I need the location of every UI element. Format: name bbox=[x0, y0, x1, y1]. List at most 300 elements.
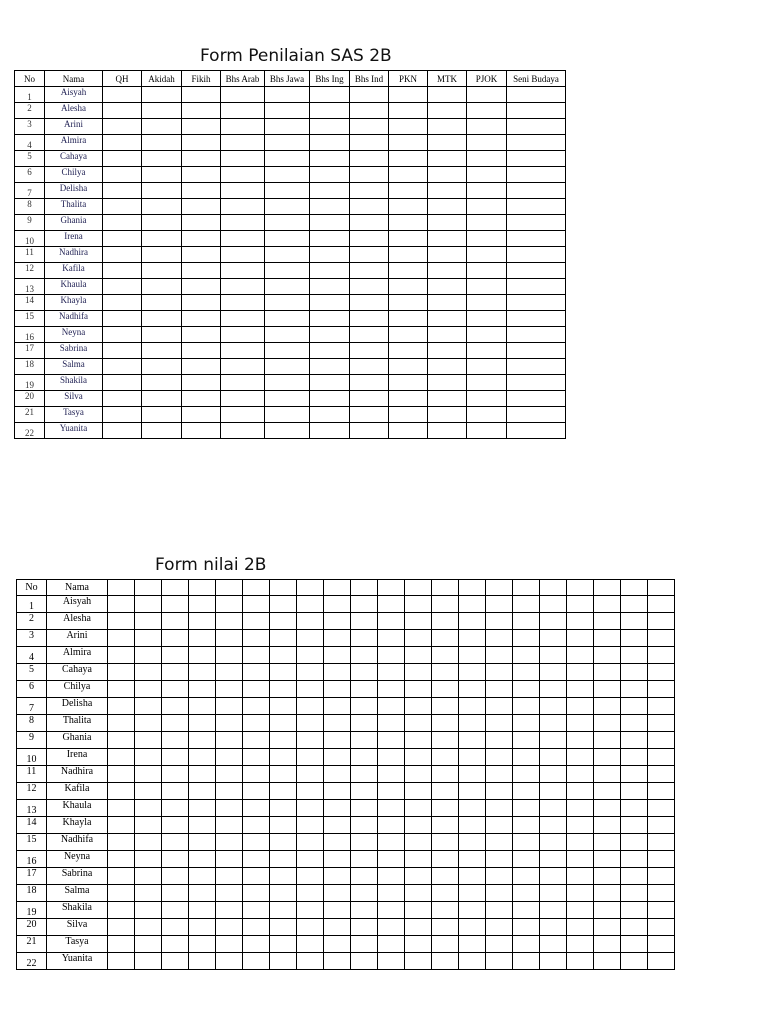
grade-cell[interactable] bbox=[507, 119, 566, 135]
grade-cell[interactable] bbox=[142, 407, 182, 423]
grade-cell[interactable] bbox=[270, 596, 297, 613]
grade-cell[interactable] bbox=[594, 817, 621, 834]
grade-cell[interactable] bbox=[182, 183, 221, 199]
grade-cell[interactable] bbox=[221, 87, 265, 103]
grade-cell[interactable] bbox=[297, 851, 324, 868]
grade-cell[interactable] bbox=[459, 936, 486, 953]
grade-cell[interactable] bbox=[216, 630, 243, 647]
grade-cell[interactable] bbox=[378, 681, 405, 698]
grade-cell[interactable] bbox=[648, 919, 675, 936]
grade-cell[interactable] bbox=[428, 391, 467, 407]
grade-cell[interactable] bbox=[297, 715, 324, 732]
grade-cell[interactable] bbox=[108, 766, 135, 783]
grade-cell[interactable] bbox=[467, 135, 507, 151]
grade-cell[interactable] bbox=[216, 749, 243, 766]
grade-cell[interactable] bbox=[648, 647, 675, 664]
grade-cell[interactable] bbox=[594, 953, 621, 970]
grade-cell[interactable] bbox=[108, 919, 135, 936]
grade-cell[interactable] bbox=[513, 936, 540, 953]
grade-cell[interactable] bbox=[142, 199, 182, 215]
grade-cell[interactable] bbox=[189, 953, 216, 970]
grade-cell[interactable] bbox=[459, 919, 486, 936]
grade-cell[interactable] bbox=[270, 868, 297, 885]
grade-cell[interactable] bbox=[216, 766, 243, 783]
grade-cell[interactable] bbox=[162, 834, 189, 851]
grade-cell[interactable] bbox=[221, 119, 265, 135]
grade-cell[interactable] bbox=[270, 749, 297, 766]
grade-cell[interactable] bbox=[243, 766, 270, 783]
grade-cell[interactable] bbox=[428, 311, 467, 327]
grade-cell[interactable] bbox=[142, 327, 182, 343]
grade-cell[interactable] bbox=[135, 681, 162, 698]
grade-cell[interactable] bbox=[270, 766, 297, 783]
grade-cell[interactable] bbox=[405, 953, 432, 970]
grade-cell[interactable] bbox=[103, 359, 142, 375]
grade-cell[interactable] bbox=[459, 766, 486, 783]
grade-cell[interactable] bbox=[324, 732, 351, 749]
grade-cell[interactable] bbox=[567, 596, 594, 613]
grade-cell[interactable] bbox=[182, 151, 221, 167]
grade-cell[interactable] bbox=[351, 783, 378, 800]
grade-cell[interactable] bbox=[103, 375, 142, 391]
grade-cell[interactable] bbox=[221, 135, 265, 151]
grade-cell[interactable] bbox=[221, 343, 265, 359]
grade-cell[interactable] bbox=[216, 800, 243, 817]
grade-cell[interactable] bbox=[103, 279, 142, 295]
grade-cell[interactable] bbox=[243, 664, 270, 681]
grade-cell[interactable] bbox=[621, 851, 648, 868]
grade-cell[interactable] bbox=[540, 698, 567, 715]
grade-cell[interactable] bbox=[189, 630, 216, 647]
grade-cell[interactable] bbox=[621, 936, 648, 953]
grade-cell[interactable] bbox=[432, 766, 459, 783]
grade-cell[interactable] bbox=[432, 681, 459, 698]
grade-cell[interactable] bbox=[182, 311, 221, 327]
grade-cell[interactable] bbox=[486, 664, 513, 681]
grade-cell[interactable] bbox=[467, 263, 507, 279]
grade-cell[interactable] bbox=[428, 135, 467, 151]
grade-cell[interactable] bbox=[648, 596, 675, 613]
grade-cell[interactable] bbox=[162, 664, 189, 681]
grade-cell[interactable] bbox=[162, 885, 189, 902]
grade-cell[interactable] bbox=[351, 817, 378, 834]
grade-cell[interactable] bbox=[351, 936, 378, 953]
grade-cell[interactable] bbox=[135, 783, 162, 800]
grade-cell[interactable] bbox=[594, 732, 621, 749]
grade-cell[interactable] bbox=[459, 851, 486, 868]
blank-column-header[interactable] bbox=[135, 580, 162, 596]
grade-cell[interactable] bbox=[162, 630, 189, 647]
grade-cell[interactable] bbox=[142, 391, 182, 407]
grade-cell[interactable] bbox=[221, 263, 265, 279]
grade-cell[interactable] bbox=[243, 834, 270, 851]
grade-cell[interactable] bbox=[621, 868, 648, 885]
grade-cell[interactable] bbox=[351, 953, 378, 970]
grade-cell[interactable] bbox=[378, 868, 405, 885]
grade-cell[interactable] bbox=[103, 215, 142, 231]
grade-cell[interactable] bbox=[405, 902, 432, 919]
grade-cell[interactable] bbox=[467, 375, 507, 391]
grade-cell[interactable] bbox=[351, 749, 378, 766]
grade-cell[interactable] bbox=[432, 630, 459, 647]
grade-cell[interactable] bbox=[182, 343, 221, 359]
grade-cell[interactable] bbox=[513, 834, 540, 851]
grade-cell[interactable] bbox=[351, 732, 378, 749]
grade-cell[interactable] bbox=[182, 231, 221, 247]
grade-cell[interactable] bbox=[594, 613, 621, 630]
grade-cell[interactable] bbox=[507, 343, 566, 359]
grade-cell[interactable] bbox=[135, 936, 162, 953]
grade-cell[interactable] bbox=[324, 749, 351, 766]
grade-cell[interactable] bbox=[459, 817, 486, 834]
grade-cell[interactable] bbox=[350, 119, 389, 135]
grade-cell[interactable] bbox=[216, 698, 243, 715]
grade-cell[interactable] bbox=[162, 800, 189, 817]
grade-cell[interactable] bbox=[648, 664, 675, 681]
grade-cell[interactable] bbox=[270, 613, 297, 630]
grade-cell[interactable] bbox=[182, 199, 221, 215]
grade-cell[interactable] bbox=[351, 868, 378, 885]
grade-cell[interactable] bbox=[216, 647, 243, 664]
grade-cell[interactable] bbox=[540, 647, 567, 664]
grade-cell[interactable] bbox=[621, 698, 648, 715]
grade-cell[interactable] bbox=[405, 681, 432, 698]
grade-cell[interactable] bbox=[108, 715, 135, 732]
grade-cell[interactable] bbox=[389, 247, 428, 263]
grade-cell[interactable] bbox=[142, 215, 182, 231]
grade-cell[interactable] bbox=[467, 231, 507, 247]
grade-cell[interactable] bbox=[513, 681, 540, 698]
grade-cell[interactable] bbox=[135, 851, 162, 868]
grade-cell[interactable] bbox=[243, 783, 270, 800]
grade-cell[interactable] bbox=[567, 613, 594, 630]
grade-cell[interactable] bbox=[486, 732, 513, 749]
grade-cell[interactable] bbox=[270, 936, 297, 953]
grade-cell[interactable] bbox=[297, 732, 324, 749]
grade-cell[interactable] bbox=[378, 596, 405, 613]
blank-column-header[interactable] bbox=[513, 580, 540, 596]
grade-cell[interactable] bbox=[389, 183, 428, 199]
grade-cell[interactable] bbox=[405, 630, 432, 647]
grade-cell[interactable] bbox=[135, 919, 162, 936]
grade-cell[interactable] bbox=[162, 715, 189, 732]
grade-cell[interactable] bbox=[378, 953, 405, 970]
grade-cell[interactable] bbox=[189, 868, 216, 885]
grade-cell[interactable] bbox=[486, 885, 513, 902]
grade-cell[interactable] bbox=[297, 919, 324, 936]
grade-cell[interactable] bbox=[182, 215, 221, 231]
grade-cell[interactable] bbox=[621, 596, 648, 613]
grade-cell[interactable] bbox=[310, 215, 350, 231]
grade-cell[interactable] bbox=[182, 103, 221, 119]
blank-column-header[interactable] bbox=[459, 580, 486, 596]
grade-cell[interactable] bbox=[216, 851, 243, 868]
grade-cell[interactable] bbox=[243, 817, 270, 834]
grade-cell[interactable] bbox=[162, 851, 189, 868]
grade-cell[interactable] bbox=[540, 800, 567, 817]
grade-cell[interactable] bbox=[189, 715, 216, 732]
blank-column-header[interactable] bbox=[405, 580, 432, 596]
grade-cell[interactable] bbox=[297, 613, 324, 630]
grade-cell[interactable] bbox=[467, 199, 507, 215]
grade-cell[interactable] bbox=[142, 167, 182, 183]
grade-cell[interactable] bbox=[459, 613, 486, 630]
grade-cell[interactable] bbox=[350, 263, 389, 279]
grade-cell[interactable] bbox=[648, 715, 675, 732]
grade-cell[interactable] bbox=[108, 885, 135, 902]
grade-cell[interactable] bbox=[378, 919, 405, 936]
grade-cell[interactable] bbox=[162, 766, 189, 783]
grade-cell[interactable] bbox=[182, 327, 221, 343]
grade-cell[interactable] bbox=[567, 885, 594, 902]
grade-cell[interactable] bbox=[182, 263, 221, 279]
grade-cell[interactable] bbox=[162, 936, 189, 953]
grade-cell[interactable] bbox=[189, 885, 216, 902]
grade-cell[interactable] bbox=[567, 919, 594, 936]
grade-cell[interactable] bbox=[216, 953, 243, 970]
grade-cell[interactable] bbox=[594, 630, 621, 647]
grade-cell[interactable] bbox=[221, 327, 265, 343]
grade-cell[interactable] bbox=[189, 647, 216, 664]
grade-cell[interactable] bbox=[162, 647, 189, 664]
grade-cell[interactable] bbox=[621, 919, 648, 936]
grade-cell[interactable] bbox=[310, 103, 350, 119]
grade-cell[interactable] bbox=[594, 800, 621, 817]
grade-cell[interactable] bbox=[507, 327, 566, 343]
grade-cell[interactable] bbox=[108, 613, 135, 630]
grade-cell[interactable] bbox=[350, 343, 389, 359]
grade-cell[interactable] bbox=[428, 263, 467, 279]
grade-cell[interactable] bbox=[389, 311, 428, 327]
grade-cell[interactable] bbox=[243, 613, 270, 630]
grade-cell[interactable] bbox=[265, 247, 310, 263]
grade-cell[interactable] bbox=[405, 834, 432, 851]
grade-cell[interactable] bbox=[310, 199, 350, 215]
grade-cell[interactable] bbox=[428, 343, 467, 359]
grade-cell[interactable] bbox=[265, 87, 310, 103]
grade-cell[interactable] bbox=[540, 834, 567, 851]
grade-cell[interactable] bbox=[432, 817, 459, 834]
grade-cell[interactable] bbox=[594, 902, 621, 919]
grade-cell[interactable] bbox=[310, 423, 350, 439]
grade-cell[interactable] bbox=[297, 664, 324, 681]
grade-cell[interactable] bbox=[459, 902, 486, 919]
grade-cell[interactable] bbox=[221, 391, 265, 407]
grade-cell[interactable] bbox=[297, 953, 324, 970]
blank-column-header[interactable] bbox=[108, 580, 135, 596]
grade-cell[interactable] bbox=[486, 749, 513, 766]
grade-cell[interactable] bbox=[486, 919, 513, 936]
grade-cell[interactable] bbox=[567, 936, 594, 953]
grade-cell[interactable] bbox=[270, 715, 297, 732]
blank-column-header[interactable] bbox=[594, 580, 621, 596]
grade-cell[interactable] bbox=[351, 885, 378, 902]
grade-cell[interactable] bbox=[428, 247, 467, 263]
grade-cell[interactable] bbox=[389, 215, 428, 231]
grade-cell[interactable] bbox=[297, 698, 324, 715]
grade-cell[interactable] bbox=[648, 783, 675, 800]
grade-cell[interactable] bbox=[428, 327, 467, 343]
grade-cell[interactable] bbox=[350, 231, 389, 247]
grade-cell[interactable] bbox=[310, 375, 350, 391]
grade-cell[interactable] bbox=[351, 647, 378, 664]
grade-cell[interactable] bbox=[162, 953, 189, 970]
grade-cell[interactable] bbox=[243, 953, 270, 970]
grade-cell[interactable] bbox=[108, 749, 135, 766]
grade-cell[interactable] bbox=[507, 135, 566, 151]
blank-column-header[interactable] bbox=[567, 580, 594, 596]
grade-cell[interactable] bbox=[378, 613, 405, 630]
grade-cell[interactable] bbox=[428, 423, 467, 439]
grade-cell[interactable] bbox=[297, 647, 324, 664]
grade-cell[interactable] bbox=[270, 800, 297, 817]
grade-cell[interactable] bbox=[182, 295, 221, 311]
grade-cell[interactable] bbox=[351, 800, 378, 817]
grade-cell[interactable] bbox=[350, 327, 389, 343]
grade-cell[interactable] bbox=[135, 698, 162, 715]
grade-cell[interactable] bbox=[432, 749, 459, 766]
grade-cell[interactable] bbox=[162, 732, 189, 749]
grade-cell[interactable] bbox=[324, 834, 351, 851]
grade-cell[interactable] bbox=[621, 681, 648, 698]
grade-cell[interactable] bbox=[265, 215, 310, 231]
grade-cell[interactable] bbox=[142, 183, 182, 199]
grade-cell[interactable] bbox=[108, 834, 135, 851]
grade-cell[interactable] bbox=[432, 868, 459, 885]
grade-cell[interactable] bbox=[324, 647, 351, 664]
grade-cell[interactable] bbox=[297, 783, 324, 800]
grade-cell[interactable] bbox=[486, 715, 513, 732]
grade-cell[interactable] bbox=[567, 664, 594, 681]
grade-cell[interactable] bbox=[459, 783, 486, 800]
grade-cell[interactable] bbox=[216, 596, 243, 613]
grade-cell[interactable] bbox=[216, 664, 243, 681]
grade-cell[interactable] bbox=[351, 596, 378, 613]
grade-cell[interactable] bbox=[182, 279, 221, 295]
grade-cell[interactable] bbox=[459, 596, 486, 613]
grade-cell[interactable] bbox=[270, 630, 297, 647]
grade-cell[interactable] bbox=[351, 630, 378, 647]
grade-cell[interactable] bbox=[513, 630, 540, 647]
grade-cell[interactable] bbox=[513, 766, 540, 783]
grade-cell[interactable] bbox=[432, 698, 459, 715]
grade-cell[interactable] bbox=[486, 868, 513, 885]
grade-cell[interactable] bbox=[389, 343, 428, 359]
grade-cell[interactable] bbox=[350, 407, 389, 423]
grade-cell[interactable] bbox=[432, 919, 459, 936]
grade-cell[interactable] bbox=[108, 817, 135, 834]
grade-cell[interactable] bbox=[142, 423, 182, 439]
blank-column-header[interactable] bbox=[648, 580, 675, 596]
grade-cell[interactable] bbox=[378, 749, 405, 766]
grade-cell[interactable] bbox=[428, 279, 467, 295]
grade-cell[interactable] bbox=[594, 936, 621, 953]
grade-cell[interactable] bbox=[221, 311, 265, 327]
grade-cell[interactable] bbox=[507, 183, 566, 199]
grade-cell[interactable] bbox=[432, 664, 459, 681]
grade-cell[interactable] bbox=[310, 183, 350, 199]
grade-cell[interactable] bbox=[216, 868, 243, 885]
grade-cell[interactable] bbox=[221, 103, 265, 119]
grade-cell[interactable] bbox=[540, 885, 567, 902]
grade-cell[interactable] bbox=[621, 783, 648, 800]
grade-cell[interactable] bbox=[513, 732, 540, 749]
grade-cell[interactable] bbox=[513, 885, 540, 902]
grade-cell[interactable] bbox=[378, 800, 405, 817]
grade-cell[interactable] bbox=[513, 868, 540, 885]
grade-cell[interactable] bbox=[621, 800, 648, 817]
grade-cell[interactable] bbox=[310, 119, 350, 135]
grade-cell[interactable] bbox=[270, 698, 297, 715]
grade-cell[interactable] bbox=[265, 295, 310, 311]
grade-cell[interactable] bbox=[459, 732, 486, 749]
grade-cell[interactable] bbox=[648, 851, 675, 868]
grade-cell[interactable] bbox=[486, 698, 513, 715]
grade-cell[interactable] bbox=[467, 295, 507, 311]
blank-column-header[interactable] bbox=[378, 580, 405, 596]
grade-cell[interactable] bbox=[507, 247, 566, 263]
grade-cell[interactable] bbox=[135, 664, 162, 681]
grade-cell[interactable] bbox=[182, 119, 221, 135]
grade-cell[interactable] bbox=[243, 647, 270, 664]
grade-cell[interactable] bbox=[142, 359, 182, 375]
grade-cell[interactable] bbox=[265, 231, 310, 247]
grade-cell[interactable] bbox=[378, 936, 405, 953]
grade-cell[interactable] bbox=[621, 834, 648, 851]
grade-cell[interactable] bbox=[243, 800, 270, 817]
blank-column-header[interactable] bbox=[189, 580, 216, 596]
grade-cell[interactable] bbox=[103, 167, 142, 183]
grade-cell[interactable] bbox=[467, 311, 507, 327]
grade-cell[interactable] bbox=[540, 664, 567, 681]
grade-cell[interactable] bbox=[103, 247, 142, 263]
grade-cell[interactable] bbox=[351, 613, 378, 630]
grade-cell[interactable] bbox=[221, 359, 265, 375]
grade-cell[interactable] bbox=[216, 681, 243, 698]
grade-cell[interactable] bbox=[324, 919, 351, 936]
grade-cell[interactable] bbox=[350, 183, 389, 199]
grade-cell[interactable] bbox=[540, 613, 567, 630]
grade-cell[interactable] bbox=[310, 343, 350, 359]
grade-cell[interactable] bbox=[459, 868, 486, 885]
grade-cell[interactable] bbox=[135, 953, 162, 970]
grade-cell[interactable] bbox=[428, 375, 467, 391]
grade-cell[interactable] bbox=[350, 87, 389, 103]
grade-cell[interactable] bbox=[567, 902, 594, 919]
grade-cell[interactable] bbox=[310, 295, 350, 311]
grade-cell[interactable] bbox=[221, 151, 265, 167]
grade-cell[interactable] bbox=[507, 87, 566, 103]
grade-cell[interactable] bbox=[513, 647, 540, 664]
grade-cell[interactable] bbox=[507, 151, 566, 167]
grade-cell[interactable] bbox=[467, 167, 507, 183]
grade-cell[interactable] bbox=[428, 231, 467, 247]
grade-cell[interactable] bbox=[428, 215, 467, 231]
grade-cell[interactable] bbox=[162, 902, 189, 919]
grade-cell[interactable] bbox=[428, 359, 467, 375]
grade-cell[interactable] bbox=[310, 263, 350, 279]
grade-cell[interactable] bbox=[108, 732, 135, 749]
grade-cell[interactable] bbox=[135, 766, 162, 783]
grade-cell[interactable] bbox=[243, 732, 270, 749]
grade-cell[interactable] bbox=[162, 868, 189, 885]
grade-cell[interactable] bbox=[567, 834, 594, 851]
grade-cell[interactable] bbox=[310, 359, 350, 375]
grade-cell[interactable] bbox=[513, 953, 540, 970]
grade-cell[interactable] bbox=[310, 327, 350, 343]
grade-cell[interactable] bbox=[389, 87, 428, 103]
grade-cell[interactable] bbox=[324, 868, 351, 885]
